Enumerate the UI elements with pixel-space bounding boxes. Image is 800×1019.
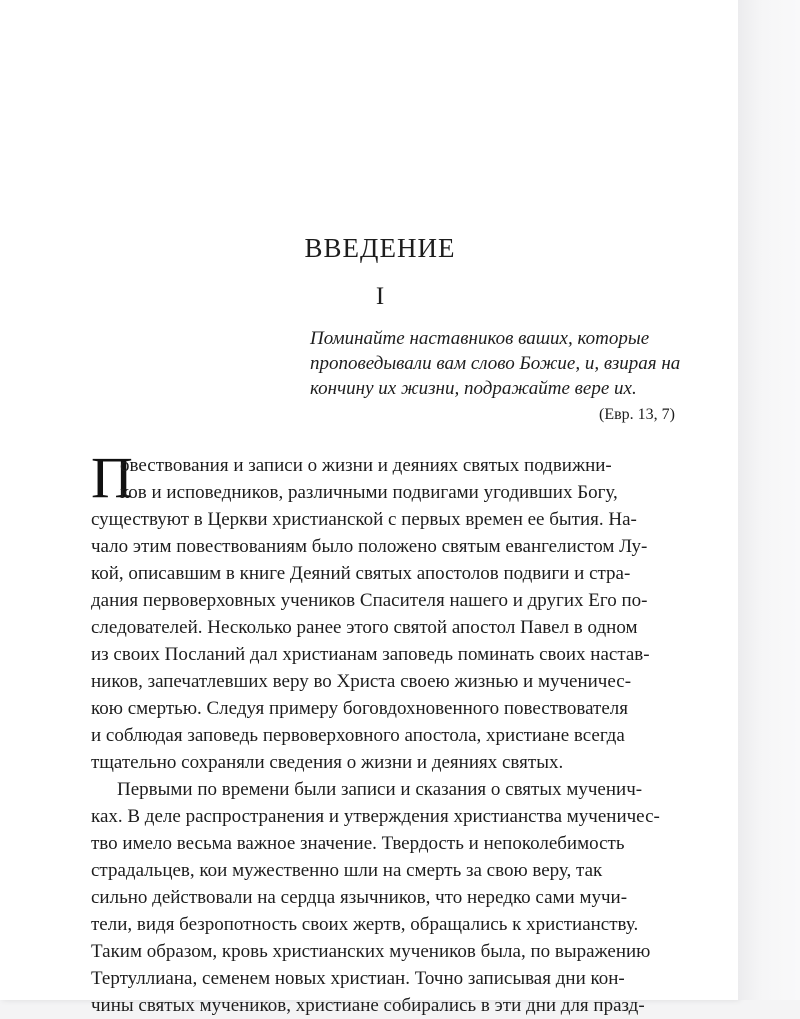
text-line: Первыми по времени были записи и сказания о святых мученич-: [117, 779, 643, 800]
text-line: тщательно сохраняли сведения о жизни и деяниях святых.: [91, 752, 564, 773]
text-line: сильно действовали на сердца язычников, что нередко сами мучи-: [91, 887, 628, 908]
text-line: страдальцев, кои мужественно шли на смерть за свою веру, так: [91, 860, 603, 881]
paragraph-1: [91, 445, 675, 776]
text-line: кой, описавшим в книге Деяний святых апостолов подвиги и стра-: [91, 563, 631, 584]
section-numeral: I: [375, 283, 385, 310]
text-line: и соблюдая заповедь первоверховного апостола, христиане всегда: [91, 725, 625, 746]
text-line: кою смертью. Следуя примеру боговдохновенного повествователя: [91, 698, 629, 719]
text-line: ках. В деле распространения и утверждения христианства мученичес-: [91, 806, 660, 827]
text-line: чало этим повествованиям было положено святым евангелистом Лу-: [91, 536, 648, 557]
epigraph-line: проповедывали вам слово Божие, и, взирая на: [310, 353, 681, 374]
text-line: ков и исповедников, различными подвигами угодивших Богу,: [120, 482, 618, 503]
page-title: ВВЕДЕНИЕ: [304, 233, 456, 263]
text-line: Таким образом, кровь христианских мучеников была, по выражению: [91, 941, 651, 962]
body-text: [91, 445, 675, 1019]
page-edge-shadow: [738, 0, 800, 1000]
epigraph-citation: (Евр. 13, 7): [599, 406, 675, 423]
text-line: чины святых мучеников, христиане собирались в эти дни для празд-: [91, 995, 645, 1016]
text-line: из своих Посланий дал христианам заповедь поминать своих настав-: [91, 644, 650, 665]
text-line: тели, видя безропотность своих жертв, обращались к христианству.: [91, 914, 639, 935]
drop-cap: П: [91, 445, 133, 510]
epigraph-line: Поминайте наставников ваших, которые: [310, 328, 650, 349]
text-line: тво имело весьма важное значение. Твердость и непоколебимость: [91, 833, 625, 854]
text-line: овествования и записи о жизни и деяниях святых подвижни-: [120, 455, 612, 476]
text-line: ников, запечатлевших веру во Христа своею жизнью и мученичес-: [91, 671, 632, 692]
epigraph: [310, 326, 681, 401]
epigraph-line: кончину их жизни, подражайте вере их.: [310, 378, 637, 399]
paragraph-2: [91, 776, 675, 1019]
text-line: существуют в Церкви христианской с первых времен ее бытия. На-: [91, 509, 637, 530]
text-line: Тертуллиана, семенем новых христиан. Точно записывая дни кон-: [91, 968, 625, 989]
text-line: следователей. Несколько ранее этого святой апостол Павел в одном: [91, 617, 638, 638]
text-line: дания первоверховных учеников Спасителя нашего и других Его по-: [91, 590, 648, 611]
